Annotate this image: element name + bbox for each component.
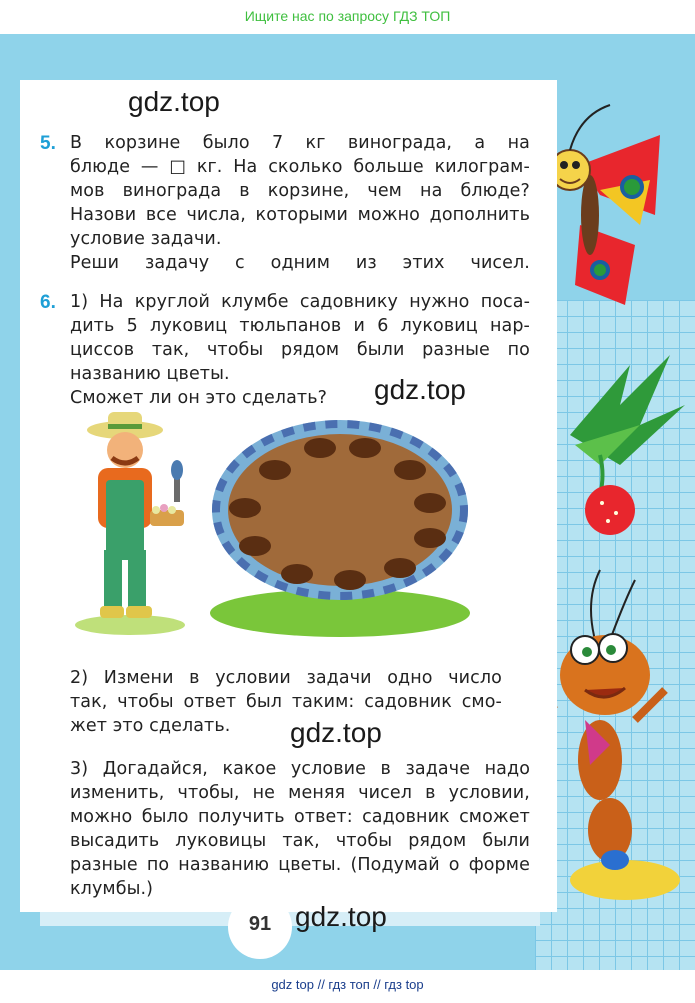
gardener-illustration bbox=[70, 410, 205, 635]
word: а bbox=[474, 133, 486, 153]
word: одно bbox=[387, 668, 433, 688]
plant-illustration bbox=[560, 345, 695, 545]
bottom-banner bbox=[0, 970, 695, 1003]
task5-number: 5. bbox=[40, 133, 56, 154]
word: все bbox=[145, 205, 177, 225]
task6-number: 6. bbox=[40, 292, 56, 313]
word: так, bbox=[70, 692, 108, 712]
word: меняя bbox=[288, 783, 346, 803]
word: были bbox=[356, 340, 405, 360]
task6-part2-line: жет это сделать. bbox=[70, 716, 231, 736]
word: 5 bbox=[126, 316, 138, 336]
word: блюде bbox=[70, 157, 131, 177]
task6-part3-line bbox=[70, 831, 530, 851]
word: сможет bbox=[459, 807, 530, 827]
word: не bbox=[252, 783, 276, 803]
word: число bbox=[448, 668, 502, 688]
word: (Подумай bbox=[350, 855, 440, 875]
task6-part3-line bbox=[70, 855, 530, 875]
task5-line bbox=[70, 181, 530, 201]
word: был bbox=[245, 692, 283, 712]
word: рядом bbox=[281, 340, 340, 360]
watermark: gdz.top bbox=[374, 374, 466, 405]
butterfly-illustration bbox=[540, 95, 690, 310]
word: кг. bbox=[196, 157, 223, 177]
word: Назови bbox=[70, 205, 137, 225]
task6-part3-line bbox=[70, 759, 530, 779]
word: сколько bbox=[268, 157, 343, 177]
word: садовнику bbox=[299, 292, 398, 312]
word: 7 bbox=[271, 133, 284, 153]
word: таким: bbox=[291, 692, 355, 712]
word: разные bbox=[422, 340, 490, 360]
task5-line bbox=[70, 157, 530, 177]
word: о bbox=[448, 855, 460, 875]
word: разные bbox=[70, 855, 138, 875]
word: задачи bbox=[306, 668, 372, 688]
word: блюде? bbox=[460, 181, 530, 201]
word: условии bbox=[215, 668, 291, 688]
word: на bbox=[420, 181, 443, 201]
top-banner bbox=[0, 0, 695, 34]
task6-part3-line: клумбы.) bbox=[70, 879, 154, 899]
word: форме bbox=[468, 855, 530, 875]
word: луковиц bbox=[400, 316, 478, 336]
word: в bbox=[380, 759, 391, 779]
task6-part1-line bbox=[70, 340, 530, 360]
word: получить bbox=[197, 807, 285, 827]
watermark: gdz.top bbox=[128, 86, 220, 117]
word: На bbox=[233, 157, 258, 177]
word: нар- bbox=[489, 316, 530, 336]
word: задаче bbox=[405, 759, 471, 779]
word: чтобы bbox=[335, 831, 393, 851]
word: садовник bbox=[364, 692, 452, 712]
word: круглой bbox=[134, 292, 210, 312]
word: задачу bbox=[145, 253, 210, 273]
word: чисел bbox=[358, 783, 413, 803]
word: В bbox=[70, 133, 83, 153]
word: Реши bbox=[70, 253, 120, 273]
word: на bbox=[507, 133, 530, 153]
word: нужно bbox=[409, 292, 470, 312]
word: поса- bbox=[480, 292, 530, 312]
word: из bbox=[355, 253, 377, 273]
word: по bbox=[507, 340, 530, 360]
word: тюльпанов bbox=[239, 316, 342, 336]
word: чтобы bbox=[206, 340, 264, 360]
word: этих bbox=[402, 253, 445, 273]
page-number: 91 bbox=[248, 913, 272, 935]
word: чисел. bbox=[470, 253, 530, 273]
task6-part1-line: названию цветы. bbox=[70, 364, 230, 384]
word: в bbox=[425, 783, 436, 803]
word: условии, bbox=[448, 783, 530, 803]
word: 3) bbox=[70, 759, 89, 779]
word: надо bbox=[484, 759, 530, 779]
word: больше bbox=[353, 157, 424, 177]
word: высадить bbox=[70, 831, 160, 851]
word: с bbox=[235, 253, 245, 273]
task6-part1-line bbox=[70, 316, 530, 336]
word: были bbox=[482, 831, 530, 851]
task6-part1-line: Сможет ли он это сделать? bbox=[70, 388, 328, 408]
word: чтобы bbox=[117, 692, 174, 712]
bottom-banner-text[interactable]: gdz top // гдз топ // гдз top bbox=[271, 977, 424, 992]
word: винограда, bbox=[347, 133, 453, 153]
word: которыми bbox=[255, 205, 349, 225]
word: числа, bbox=[186, 205, 246, 225]
word: 6 bbox=[377, 316, 389, 336]
word: луковицы bbox=[175, 831, 267, 851]
word: так, bbox=[151, 340, 190, 360]
word: по bbox=[146, 855, 170, 875]
word: чем bbox=[367, 181, 402, 201]
task5-line bbox=[70, 253, 530, 273]
flower-bed-illustration bbox=[205, 418, 475, 640]
top-banner-text: Ищите нас по запросу ГДЗ ТОП bbox=[244, 8, 451, 24]
word: цветы. bbox=[278, 855, 342, 875]
word: корзине, bbox=[267, 181, 350, 201]
word: так, bbox=[282, 831, 320, 851]
word: □ bbox=[169, 157, 186, 177]
word: циссов bbox=[70, 340, 135, 360]
word: чтобы, bbox=[177, 783, 240, 803]
word: кг bbox=[305, 133, 326, 153]
task6-part2-line bbox=[70, 692, 502, 712]
word: На bbox=[99, 292, 124, 312]
word: в bbox=[189, 668, 200, 688]
word: килограм- bbox=[434, 157, 530, 177]
task5-line bbox=[70, 205, 530, 225]
word: дополнить bbox=[429, 205, 530, 225]
word: луковиц bbox=[150, 316, 228, 336]
word: 1) bbox=[70, 292, 89, 312]
word: Измени bbox=[103, 668, 174, 688]
task6-part1-line bbox=[70, 292, 530, 312]
word: было bbox=[141, 807, 189, 827]
watermark: gdz.top bbox=[295, 901, 387, 932]
word: можно bbox=[357, 205, 420, 225]
word: было bbox=[202, 133, 250, 153]
word: смо- bbox=[461, 692, 502, 712]
word: 2) bbox=[70, 668, 89, 688]
watermark: gdz.top bbox=[290, 717, 382, 748]
word: Догадайся, bbox=[102, 759, 208, 779]
word: — bbox=[140, 157, 159, 177]
word: названию bbox=[178, 855, 270, 875]
word: рядом bbox=[408, 831, 467, 851]
word: и bbox=[353, 316, 365, 336]
word: корзине bbox=[104, 133, 181, 153]
word: ответ: bbox=[294, 807, 353, 827]
task6-part2-line bbox=[70, 668, 502, 688]
word: садовник bbox=[362, 807, 450, 827]
task6-part3-line bbox=[70, 807, 530, 827]
task5-line bbox=[70, 133, 530, 153]
word: клумбе bbox=[221, 292, 289, 312]
task6-part3-line bbox=[70, 783, 530, 803]
word: дить bbox=[70, 316, 115, 336]
word: винограда bbox=[122, 181, 222, 201]
word: какое bbox=[222, 759, 277, 779]
word: одним bbox=[270, 253, 330, 273]
word: мов bbox=[70, 181, 105, 201]
word: изменить, bbox=[70, 783, 165, 803]
word: условие bbox=[290, 759, 366, 779]
word: ответ bbox=[183, 692, 237, 712]
word: можно bbox=[70, 807, 133, 827]
word: в bbox=[239, 181, 250, 201]
task5-line: условие задачи. bbox=[70, 229, 222, 249]
